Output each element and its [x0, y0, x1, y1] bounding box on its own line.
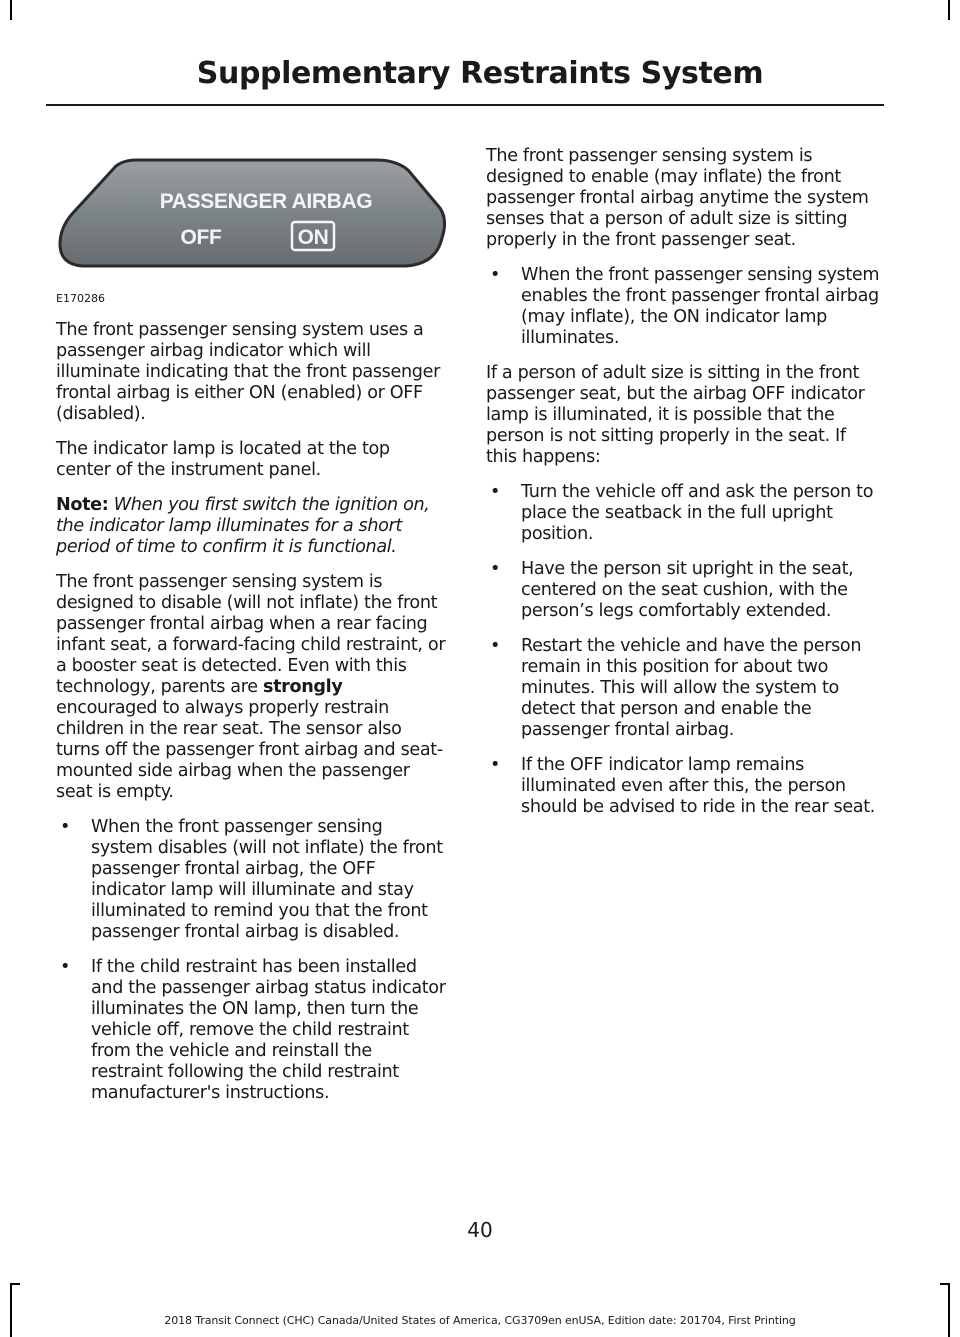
list-item: • When the front passenger sensing system enables the front passenger frontal airbag (may inflate), the ON indicator lamp illuminates. — [486, 265, 880, 349]
paragraph: The front passenger sensing system uses a passenger airbag indicator which will illuminate indicating that the front passenger frontal airbag is either ON (enabled) or OFF (disabled). — [56, 320, 440, 424]
indicator-panel-shape — [60, 160, 445, 266]
bullet-list — [486, 265, 880, 349]
list-item: • Have the person sit upright in the seat, centered on the seat cushion, with the person’s legs comfortably extended. — [486, 559, 880, 622]
page-number: 40 — [467, 1218, 493, 1242]
paragraph-text: encouraged to always properly restrain children in the rear seat. The sensor also turns off the passenger front airbag and seat-mounted side airbag when the passenger seat is empty. — [56, 698, 443, 802]
list-item: • When the front passenger sensing system disables (will not inflate) the front passenger frontal airbag, the OFF indicator lamp will illuminate and stay illuminated to remind you that the front passenger frontal airbag is disabled. — [56, 817, 448, 943]
indicator-label-off: OFF — [180, 226, 222, 249]
list-item: • If the OFF indicator lamp remains illuminated even after this, the person should be advised to ride in the rear seat. — [486, 755, 880, 818]
note-text: When you first switch the ignition on, the indicator lamp illuminates for a short period of time to confirm it is functional. — [56, 495, 430, 557]
figure-code: E170286 — [56, 292, 105, 305]
indicator-label-top: PASSENGER AIRBAG — [159, 190, 373, 213]
note — [56, 495, 448, 558]
crop-mark-bottom-left-h — [10, 1283, 20, 1285]
header-rule — [46, 104, 884, 106]
footer-edition-info: 2018 Transit Connect (CHC) Canada/United States of America, CG3709en enUSA, Edition date: 201704, First Printing — [164, 1314, 796, 1327]
right-column — [486, 146, 880, 832]
list-item: • If the child restraint has been installed and the passenger airbag status indicator illuminates the ON lamp, then turn the vehicle off, remove the child restraint from the vehicle and reinstall the restraint following the child restraint manufacturer's instructions. — [56, 957, 448, 1104]
crop-mark-bottom-left — [10, 1283, 12, 1337]
list-item: • Turn the vehicle off and ask the person to place the seatback in the full upright position. — [486, 482, 880, 545]
note-label: Note: — [56, 495, 109, 515]
paragraph: The indicator lamp is located at the top center of the instrument panel. — [56, 439, 390, 480]
emphasis-strongly: strongly — [262, 677, 343, 697]
crop-mark-top-left — [10, 0, 12, 20]
page-header-title: Supplementary Restraints System — [196, 56, 764, 91]
left-column — [56, 146, 448, 1118]
indicator-label-on: ON — [297, 226, 329, 249]
crop-mark-top-right — [948, 0, 950, 20]
list-item: • Restart the vehicle and have the person remain in this position for about two minutes. This will allow the system to detect that person and enable the passenger frontal airbag. — [486, 636, 880, 741]
airbag-indicator-figure — [56, 146, 448, 304]
bullet-list — [486, 482, 880, 818]
crop-mark-bottom-right — [948, 1283, 950, 1337]
passenger-airbag-indicator-illustration — [56, 146, 448, 282]
paragraph — [56, 572, 448, 803]
crop-mark-bottom-right-h — [940, 1283, 950, 1285]
paragraph: The front passenger sensing system is designed to enable (may inflate) the front passenger frontal airbag anytime the system senses that a person of adult size is sitting properly in the front passenger seat. — [486, 146, 869, 250]
paragraph: If a person of adult size is sitting in the front passenger seat, but the airbag OFF indicator lamp is illuminated, it is possible that the person is not sitting properly in the seat. If this happens: — [486, 363, 865, 467]
bullet-list — [56, 817, 448, 1104]
paragraph-text: The front passenger sensing system is designed to disable (will not inflate) the front passenger frontal airbag when a rear facing infant seat, a forward-facing child restraint, or a booster seat is detected. Even with this technology, parents are — [56, 572, 446, 697]
